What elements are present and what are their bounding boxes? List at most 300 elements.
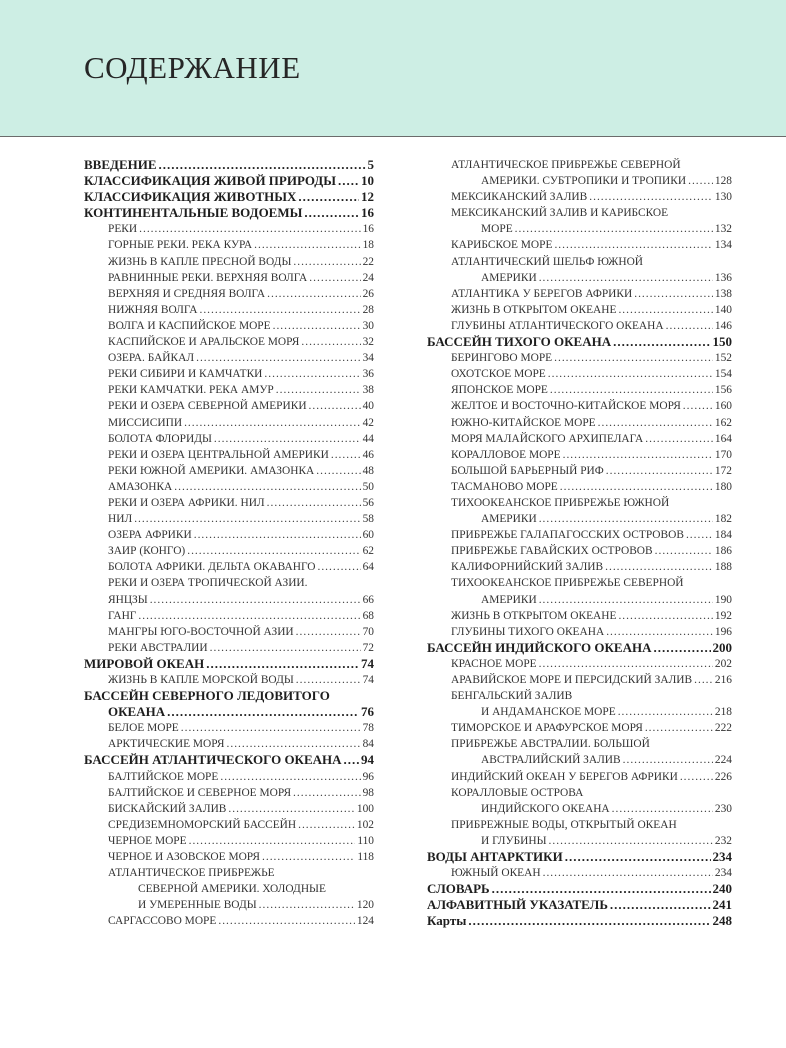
toc-entry[interactable] bbox=[84, 173, 374, 189]
dot-leader bbox=[210, 640, 361, 656]
dot-leader bbox=[214, 431, 361, 447]
toc-page-number: 218 bbox=[714, 706, 732, 719]
toc-entry-title: ИНДИЙСКИЙ ОКЕАН У БЕРЕГОВ АФРИКИ bbox=[451, 770, 678, 783]
dot-leader bbox=[606, 624, 713, 640]
toc-column-right bbox=[427, 157, 732, 930]
toc-entry-title: РЕКИ АВСТРАЛИИ bbox=[108, 641, 208, 654]
toc-page-number: 84 bbox=[362, 738, 374, 751]
toc-entry-title: ВОЛГА И КАСПИЙСКОЕ МОРЕ bbox=[108, 319, 271, 332]
toc-page-number: 78 bbox=[362, 722, 374, 735]
toc-entry[interactable] bbox=[427, 495, 732, 511]
toc-entry[interactable] bbox=[84, 286, 374, 302]
toc-entry-title: ЮЖНЫЙ ОКЕАН bbox=[451, 867, 541, 880]
dot-leader bbox=[187, 543, 360, 559]
toc-page-number: 18 bbox=[362, 239, 374, 252]
toc-entry-title: МОРЕ bbox=[481, 223, 513, 236]
toc-entry-title: БЕНГАЛЬСКИЙ ЗАЛИВ bbox=[451, 690, 573, 703]
toc-page-number: 196 bbox=[714, 625, 732, 638]
toc-entry[interactable] bbox=[427, 431, 732, 447]
toc-entry[interactable] bbox=[84, 849, 374, 865]
toc-entry[interactable] bbox=[84, 221, 374, 237]
toc-page-number: 50 bbox=[362, 480, 374, 493]
dot-leader bbox=[296, 624, 361, 640]
dot-leader bbox=[298, 189, 359, 205]
dot-leader bbox=[618, 608, 712, 624]
toc-entry[interactable] bbox=[84, 415, 374, 431]
toc-entry-title: БЕЛОЕ МОРЕ bbox=[108, 722, 179, 735]
toc-entry-title: ЧЕРНОЕ И АЗОВСКОЕ МОРЯ bbox=[108, 851, 261, 864]
toc-entry-title: ТИМОРСКОЕ И АРАФУРСКОЕ МОРЯ bbox=[451, 722, 643, 735]
toc-entry-title: БАССЕЙН АТЛАНТИЧЕСКОГО ОКЕАНА bbox=[84, 752, 342, 768]
toc-entry-title: ВЕРХНЯЯ И СРЕДНЯЯ ВОЛГА bbox=[108, 287, 266, 300]
toc-entry[interactable] bbox=[427, 479, 732, 495]
toc-page-number: 32 bbox=[362, 336, 374, 349]
toc-entry[interactable] bbox=[427, 157, 732, 173]
toc-page-number: 16 bbox=[361, 205, 374, 221]
toc-entry-title: БАЛТИЙСКОЕ И СЕВЕРНОЕ МОРЯ bbox=[108, 786, 292, 799]
toc-page-number: 162 bbox=[714, 416, 732, 429]
dot-leader bbox=[548, 366, 713, 382]
dot-leader bbox=[296, 672, 361, 688]
toc-entry-title: АМЕРИКИ bbox=[481, 271, 537, 284]
toc-page-number: 234 bbox=[714, 867, 732, 880]
toc-entry[interactable] bbox=[427, 334, 732, 350]
toc-entry[interactable] bbox=[427, 366, 732, 382]
toc-entry-title: АТЛАНТИЧЕСКОЕ ПРИБРЕЖЬЕ СЕВЕРНОЙ bbox=[451, 159, 681, 171]
dot-leader bbox=[196, 350, 361, 366]
dot-leader bbox=[316, 463, 360, 479]
toc-entry[interactable] bbox=[427, 543, 732, 559]
toc-entry[interactable] bbox=[427, 270, 732, 286]
dot-leader bbox=[273, 318, 361, 334]
toc-entry[interactable] bbox=[84, 447, 374, 463]
toc-entry[interactable] bbox=[84, 608, 374, 624]
toc-entry[interactable] bbox=[427, 511, 732, 527]
toc-entry-title: КРАСНОЕ МОРЕ bbox=[451, 657, 537, 670]
toc-entry[interactable] bbox=[427, 254, 732, 270]
toc-entry[interactable] bbox=[427, 592, 732, 608]
toc-entry-title: МОРЯ МАЛАЙСКОГО АРХИПЕЛАГА bbox=[451, 432, 644, 445]
toc-page-number: 216 bbox=[714, 674, 732, 686]
toc-entry[interactable] bbox=[427, 817, 732, 833]
toc-entry[interactable] bbox=[84, 897, 374, 913]
toc-entry-title: ГЛУБИНЫ АТЛАНТИЧЕСКОГО ОКЕАНА bbox=[451, 319, 664, 332]
toc-entry[interactable] bbox=[84, 511, 374, 527]
dot-leader bbox=[645, 720, 713, 736]
dot-leader bbox=[612, 801, 713, 817]
toc-entry-title: РЕКИ КАМЧАТКИ. РЕКА АМУР bbox=[108, 384, 274, 397]
toc-entry-title: ЖЕЛТОЕ И ВОСТОЧНО-КИТАЙСКОЕ МОРЯ bbox=[451, 400, 681, 413]
toc-entry[interactable] bbox=[84, 318, 374, 334]
toc-entry[interactable] bbox=[84, 463, 374, 479]
toc-page-number: 118 bbox=[357, 851, 374, 864]
toc-page-number: 138 bbox=[714, 287, 732, 300]
toc-entry[interactable] bbox=[427, 286, 732, 302]
dot-leader bbox=[618, 704, 713, 720]
toc-entry[interactable] bbox=[84, 543, 374, 559]
toc-entry[interactable] bbox=[84, 479, 374, 495]
toc-page-number: 100 bbox=[356, 802, 374, 815]
toc-column-left bbox=[84, 157, 374, 930]
dot-leader bbox=[613, 334, 710, 350]
toc-page-number: 26 bbox=[362, 287, 374, 300]
toc-entry-title: КАЛИФОРНИЙСКИЙ ЗАЛИВ bbox=[451, 561, 604, 574]
toc-page-number: 164 bbox=[714, 432, 732, 445]
toc-entry-title: ПРИБРЕЖНЫЕ ВОДЫ, ОТКРЫТЫЙ ОКЕАН bbox=[451, 818, 677, 831]
dot-leader bbox=[194, 527, 361, 543]
toc-entry-title: ЖИЗНЬ В КАПЛЕ ПРЕСНОЙ ВОДЫ bbox=[108, 255, 292, 268]
toc-entry-title: КАРИБСКОЕ МОРЕ bbox=[451, 239, 553, 252]
dot-leader bbox=[589, 189, 713, 205]
dot-leader bbox=[543, 865, 713, 881]
toc-page-number: 190 bbox=[714, 593, 732, 606]
toc-entry[interactable] bbox=[427, 221, 732, 237]
toc-entry-title: АМЕРИКИ bbox=[481, 513, 537, 526]
toc-entry[interactable] bbox=[84, 398, 374, 414]
toc-entry[interactable] bbox=[427, 785, 732, 801]
toc-page-number: 76 bbox=[361, 704, 374, 720]
toc-page-number: 40 bbox=[362, 400, 374, 413]
toc-entry[interactable] bbox=[84, 527, 374, 543]
toc-entry[interactable] bbox=[427, 752, 732, 768]
dot-leader bbox=[549, 833, 713, 849]
toc-page-number: 146 bbox=[714, 319, 732, 332]
toc-entry-title: РЕКИ bbox=[108, 223, 138, 236]
toc-page-number: 130 bbox=[714, 191, 732, 204]
toc-page-number: 36 bbox=[362, 368, 374, 381]
toc-entry[interactable] bbox=[84, 656, 374, 672]
toc-entry[interactable] bbox=[427, 608, 732, 624]
toc-entry[interactable] bbox=[84, 913, 374, 929]
toc-entry-title: ТИХООКЕАНСКОЕ ПРИБРЕЖЬЕ СЕВЕРНОЙ bbox=[451, 577, 684, 590]
toc-entry[interactable] bbox=[427, 736, 732, 752]
toc-entry-title: АМЕРИКИ bbox=[481, 593, 537, 606]
toc-entry[interactable] bbox=[427, 173, 732, 189]
toc-entry-title: ОЗЕРА. БАЙКАЛ bbox=[108, 352, 195, 365]
toc-page-number: 241 bbox=[712, 897, 732, 913]
toc-entry[interactable] bbox=[84, 205, 374, 221]
dot-leader bbox=[293, 785, 361, 801]
toc-entry[interactable] bbox=[84, 833, 374, 849]
dot-leader bbox=[654, 640, 711, 656]
toc-entry[interactable] bbox=[427, 913, 732, 929]
toc-page-number: 34 bbox=[362, 352, 374, 365]
toc-entry-title: РЕКИ И ОЗЕРА ТРОПИЧЕСКОЙ АЗИИ. bbox=[108, 577, 308, 590]
dot-leader bbox=[655, 543, 713, 559]
toc-page-number: 140 bbox=[714, 303, 732, 316]
toc-page-number: 70 bbox=[362, 625, 374, 638]
toc-entry-title: АРКТИЧЕСКИЕ МОРЯ bbox=[108, 738, 225, 751]
toc-entry[interactable] bbox=[84, 704, 374, 720]
toc-entry-title: ЯПОНСКОЕ МОРЕ bbox=[451, 384, 548, 397]
dot-leader bbox=[554, 350, 713, 366]
dot-leader bbox=[694, 672, 713, 688]
toc-entry-title: БОЛОТА ФЛОРИДЫ bbox=[108, 432, 212, 445]
dot-leader bbox=[606, 463, 713, 479]
toc-entry-title: СРЕДИЗЕМНОМОРСКИЙ БАССЕЙН bbox=[108, 818, 297, 831]
dot-leader bbox=[159, 157, 366, 173]
dot-leader bbox=[264, 366, 360, 382]
toc-entry-title: РЕКИ СИБИРИ И КАМЧАТКИ bbox=[108, 368, 263, 381]
toc-page-number: 94 bbox=[361, 752, 374, 768]
toc-entry-title: ТАСМАНОВО МОРЕ bbox=[451, 480, 558, 493]
toc-entry[interactable] bbox=[427, 833, 732, 849]
toc-entry-title: САРГАССОВО МОРЕ bbox=[108, 915, 217, 928]
toc-page-number: 150 bbox=[712, 334, 732, 350]
toc-entry-title: КОРАЛЛОВЫЕ ОСТРОВА bbox=[451, 786, 584, 799]
dot-leader bbox=[338, 173, 359, 189]
dot-leader bbox=[688, 173, 713, 189]
toc-page-number: 182 bbox=[714, 513, 732, 526]
toc-entry[interactable] bbox=[427, 559, 732, 575]
toc-entry-title: КЛАССИФИКАЦИЯ ЖИВОЙ ПРИРОДЫ bbox=[84, 173, 337, 189]
toc-entry-title: МИРОВОЙ ОКЕАН bbox=[84, 655, 205, 671]
toc-entry-title: БЕРИНГОВО МОРЕ bbox=[451, 352, 553, 365]
dot-leader bbox=[228, 801, 355, 817]
toc-entry-title: ЯНЦЗЫ bbox=[108, 593, 148, 606]
toc-entry[interactable] bbox=[427, 849, 732, 865]
toc-entry[interactable] bbox=[427, 881, 732, 897]
toc-page-number: 110 bbox=[357, 834, 374, 847]
toc-entry[interactable] bbox=[427, 704, 732, 720]
dot-leader bbox=[468, 913, 710, 929]
dot-leader bbox=[539, 511, 713, 527]
toc-entry[interactable] bbox=[84, 382, 374, 398]
dot-leader bbox=[618, 302, 712, 318]
toc-entry[interactable] bbox=[427, 398, 732, 414]
toc-entry-title: ОКЕАНА bbox=[108, 704, 166, 720]
toc-page-number: 186 bbox=[714, 545, 732, 558]
toc-entry[interactable] bbox=[84, 157, 374, 173]
dot-leader bbox=[317, 559, 360, 575]
toc-page-number: 28 bbox=[362, 303, 374, 316]
toc-entry[interactable] bbox=[427, 302, 732, 318]
dot-leader bbox=[539, 592, 713, 608]
toc-entry-title: АВСТРАЛИЙСКИЙ ЗАЛИВ bbox=[481, 754, 621, 767]
toc-page-number: 60 bbox=[362, 529, 374, 542]
toc-page-number: 152 bbox=[714, 352, 732, 365]
toc-entry[interactable] bbox=[427, 463, 732, 479]
dot-leader bbox=[539, 270, 713, 286]
toc-entry-title: ЖИЗНЬ В ОТКРЫТОМ ОКЕАНЕ bbox=[451, 609, 617, 622]
toc-entry[interactable] bbox=[84, 817, 374, 833]
toc-page-number: 156 bbox=[714, 384, 732, 397]
toc-entry[interactable] bbox=[84, 334, 374, 350]
toc-entry[interactable] bbox=[84, 495, 374, 511]
toc-entry-title: ЖИЗНЬ В ОТКРЫТОМ ОКЕАНЕ bbox=[451, 303, 617, 316]
toc-entry-title: РАВНИННЫЕ РЕКИ. ВЕРХНЯЯ ВОЛГА bbox=[108, 271, 308, 284]
toc-entry[interactable] bbox=[427, 897, 732, 913]
toc-page-number: 72 bbox=[362, 641, 374, 654]
toc-entry[interactable] bbox=[84, 575, 374, 591]
toc-entry[interactable] bbox=[84, 431, 374, 447]
toc-page-number: 56 bbox=[362, 496, 374, 509]
toc-entry[interactable] bbox=[84, 752, 374, 768]
toc-entry-title: АЛФАВИТНЫЙ УКАЗАТЕЛЬ bbox=[427, 897, 608, 913]
toc-entry[interactable] bbox=[84, 736, 374, 752]
toc-entry-title: БАССЕЙН СЕВЕРНОГО ЛЕДОВИТОГО bbox=[84, 688, 330, 704]
toc-entry[interactable] bbox=[84, 559, 374, 575]
toc-entry-title: ИНДИЙСКОГО ОКЕАНА bbox=[481, 802, 610, 815]
toc-entry[interactable] bbox=[84, 865, 374, 881]
toc-entry-title: ЖИЗНЬ В КАПЛЕ МОРСКОЙ ВОДЫ bbox=[108, 674, 294, 686]
dot-leader bbox=[139, 221, 360, 237]
toc-page-number: 132 bbox=[714, 223, 732, 236]
toc-entry[interactable] bbox=[84, 237, 374, 253]
dot-leader bbox=[259, 897, 355, 913]
toc-page-number: 202 bbox=[714, 657, 732, 670]
toc-entry[interactable] bbox=[84, 688, 374, 704]
dot-leader bbox=[550, 382, 713, 398]
toc-entry-title: МЕКСИКАНСКИЙ ЗАЛИВ bbox=[451, 191, 588, 204]
toc-entry-title: И АНДАМАНСКОЕ МОРЕ bbox=[481, 706, 616, 719]
dot-leader bbox=[309, 270, 360, 286]
toc-entry[interactable] bbox=[84, 881, 374, 897]
toc-page-number: 12 bbox=[361, 189, 374, 205]
toc-entry-title: КАСПИЙСКОЕ И АРАЛЬСКОЕ МОРЯ bbox=[108, 336, 300, 349]
toc-entry[interactable] bbox=[84, 302, 374, 318]
toc-page-number: 98 bbox=[362, 786, 374, 799]
dot-leader bbox=[174, 479, 360, 495]
toc-entry[interactable] bbox=[84, 720, 374, 736]
dot-leader bbox=[227, 736, 361, 752]
toc-entry[interactable] bbox=[427, 640, 732, 656]
toc-entry-title: ПРИБРЕЖЬЕ ГАЛАПАГОССКИХ ОСТРОВОВ bbox=[451, 529, 684, 542]
dot-leader bbox=[138, 608, 360, 624]
toc-page-number: 154 bbox=[714, 368, 732, 381]
toc-entry-title: АМЕРИКИ. СУБТРОПИКИ И ТРОПИКИ bbox=[481, 175, 687, 188]
toc-entry-title: БАССЕЙН ИНДИЙСКОГО ОКЕАНА bbox=[427, 639, 652, 655]
toc-entry-title: АРАВИЙСКОЕ МОРЕ И ПЕРСИДСКИЙ ЗАЛИВ bbox=[451, 674, 693, 686]
toc-entry-title: ГЛУБИНЫ ТИХОГО ОКЕАНА bbox=[451, 625, 605, 638]
dot-leader bbox=[218, 913, 355, 929]
toc-page-number: 68 bbox=[362, 609, 374, 622]
toc-entry[interactable] bbox=[84, 270, 374, 286]
dot-leader bbox=[181, 720, 361, 736]
toc-entry-title: БОЛОТА АФРИКИ. ДЕЛЬТА ОКАВАНГО bbox=[108, 561, 316, 574]
toc-entry[interactable] bbox=[427, 769, 732, 785]
toc-entry[interactable] bbox=[84, 801, 374, 817]
toc-page-number: 240 bbox=[712, 881, 732, 897]
toc-entry[interactable] bbox=[427, 318, 732, 334]
dot-leader bbox=[554, 237, 712, 253]
toc-entry-title: БОЛЬШОЙ БАРЬЕРНЫЙ РИФ bbox=[451, 464, 604, 477]
toc-entry-title: АТЛАНТИКА У БЕРЕГОВ АФРИКИ bbox=[451, 287, 633, 300]
toc-entry[interactable] bbox=[427, 624, 732, 640]
toc-page-number: 96 bbox=[362, 770, 374, 783]
dot-leader bbox=[634, 286, 713, 302]
dot-leader bbox=[680, 769, 713, 785]
toc-page-number: 42 bbox=[362, 416, 374, 429]
toc-entry[interactable] bbox=[84, 366, 374, 382]
toc-page-number: 192 bbox=[714, 609, 732, 622]
toc-entry-title: РЕКИ И ОЗЕРА АФРИКИ. НИЛ bbox=[108, 496, 265, 509]
dot-leader bbox=[645, 431, 713, 447]
toc-page-number: 248 bbox=[712, 913, 732, 929]
dot-leader bbox=[267, 495, 361, 511]
dot-leader bbox=[563, 447, 713, 463]
toc-entry-title: БАССЕЙН ТИХОГО ОКЕАНА bbox=[427, 334, 612, 350]
dot-leader bbox=[515, 221, 713, 237]
toc-entry[interactable] bbox=[427, 656, 732, 672]
dot-leader bbox=[492, 881, 711, 897]
toc-entry[interactable] bbox=[84, 592, 374, 608]
toc-entry[interactable] bbox=[427, 801, 732, 817]
toc-entry[interactable] bbox=[84, 672, 374, 688]
toc-entry[interactable] bbox=[427, 527, 732, 543]
dot-leader bbox=[276, 382, 361, 398]
toc-page-number: 74 bbox=[362, 674, 374, 686]
toc-entry-title: ЮЖНО-КИТАЙСКОЕ МОРЕ bbox=[451, 416, 596, 429]
toc-entry-title: ГАНГ bbox=[108, 609, 137, 622]
toc-entry-title: ПРИБРЕЖЬЕ АВСТРАЛИИ. БОЛЬШОЙ bbox=[451, 738, 650, 751]
toc-page-number: 160 bbox=[714, 400, 732, 413]
toc-entry[interactable] bbox=[427, 237, 732, 253]
toc-page-number: 224 bbox=[714, 754, 732, 767]
toc-entry-title: НИЖНЯЯ ВОЛГА bbox=[108, 303, 198, 316]
toc-entry-title: ЗАИР (КОНГО) bbox=[108, 545, 186, 558]
toc-entry-title: АТЛАНТИЧЕСКИЙ ШЕЛЬФ ЮЖНОЙ bbox=[451, 255, 644, 268]
toc-entry[interactable] bbox=[427, 447, 732, 463]
toc-page-number: 10 bbox=[361, 173, 374, 189]
toc-entry[interactable] bbox=[427, 672, 732, 688]
toc-entry-title: МАНГРЫ ЮГО-ВОСТОЧНОЙ АЗИИ bbox=[108, 625, 294, 638]
toc-entry[interactable] bbox=[427, 865, 732, 881]
toc-page-number: 120 bbox=[356, 899, 374, 912]
toc-entry-title: МЕКСИКАНСКИЙ ЗАЛИВ И КАРИБСКОЕ bbox=[451, 207, 669, 220]
toc-entry-title: РЕКИ И ОЗЕРА СЕВЕРНОЙ АМЕРИКИ bbox=[108, 400, 307, 413]
dot-leader bbox=[610, 897, 711, 913]
toc-entry[interactable] bbox=[427, 415, 732, 431]
toc-entry-title: КОРАЛЛОВОЕ МОРЕ bbox=[451, 448, 561, 461]
dot-leader bbox=[150, 592, 361, 608]
dot-leader bbox=[298, 817, 355, 833]
toc-entry[interactable] bbox=[427, 575, 732, 591]
toc-entry-title: ВВЕДЕНИЕ bbox=[84, 157, 157, 172]
dot-leader bbox=[206, 656, 359, 672]
toc-entry[interactable] bbox=[84, 624, 374, 640]
toc-entry[interactable] bbox=[427, 350, 732, 366]
toc-page-number: 22 bbox=[362, 255, 374, 268]
page-title: СОДЕРЖАНИЕ bbox=[84, 50, 301, 85]
dot-leader bbox=[686, 527, 713, 543]
dot-leader bbox=[199, 302, 360, 318]
toc-page-number: 46 bbox=[362, 448, 374, 461]
toc-entry[interactable] bbox=[427, 720, 732, 736]
toc-entry[interactable] bbox=[427, 688, 732, 704]
dot-leader bbox=[262, 849, 355, 865]
toc-entry[interactable] bbox=[427, 382, 732, 398]
toc-page-number: 188 bbox=[714, 561, 732, 574]
toc-entry-title: БАЛТИЙСКОЕ МОРЕ bbox=[108, 770, 219, 783]
toc-page-number: 170 bbox=[714, 448, 732, 461]
toc-page-number: 230 bbox=[714, 802, 732, 815]
dot-leader bbox=[267, 286, 360, 302]
toc-entry[interactable] bbox=[84, 350, 374, 366]
toc-page-number: 44 bbox=[362, 432, 374, 445]
toc-entry[interactable] bbox=[84, 769, 374, 785]
toc-entry-title: СЕВЕРНОЙ АМЕРИКИ. ХОЛОДНЫЕ bbox=[138, 883, 326, 896]
dot-leader bbox=[309, 398, 361, 414]
toc-entry[interactable] bbox=[84, 640, 374, 656]
toc-entry[interactable] bbox=[84, 785, 374, 801]
toc-page-number: 200 bbox=[712, 639, 732, 655]
toc-entry[interactable] bbox=[427, 189, 732, 205]
toc-entry[interactable] bbox=[84, 254, 374, 270]
toc-page-number: 30 bbox=[362, 319, 374, 332]
toc-entry[interactable] bbox=[427, 205, 732, 221]
toc-entry[interactable] bbox=[84, 189, 374, 205]
